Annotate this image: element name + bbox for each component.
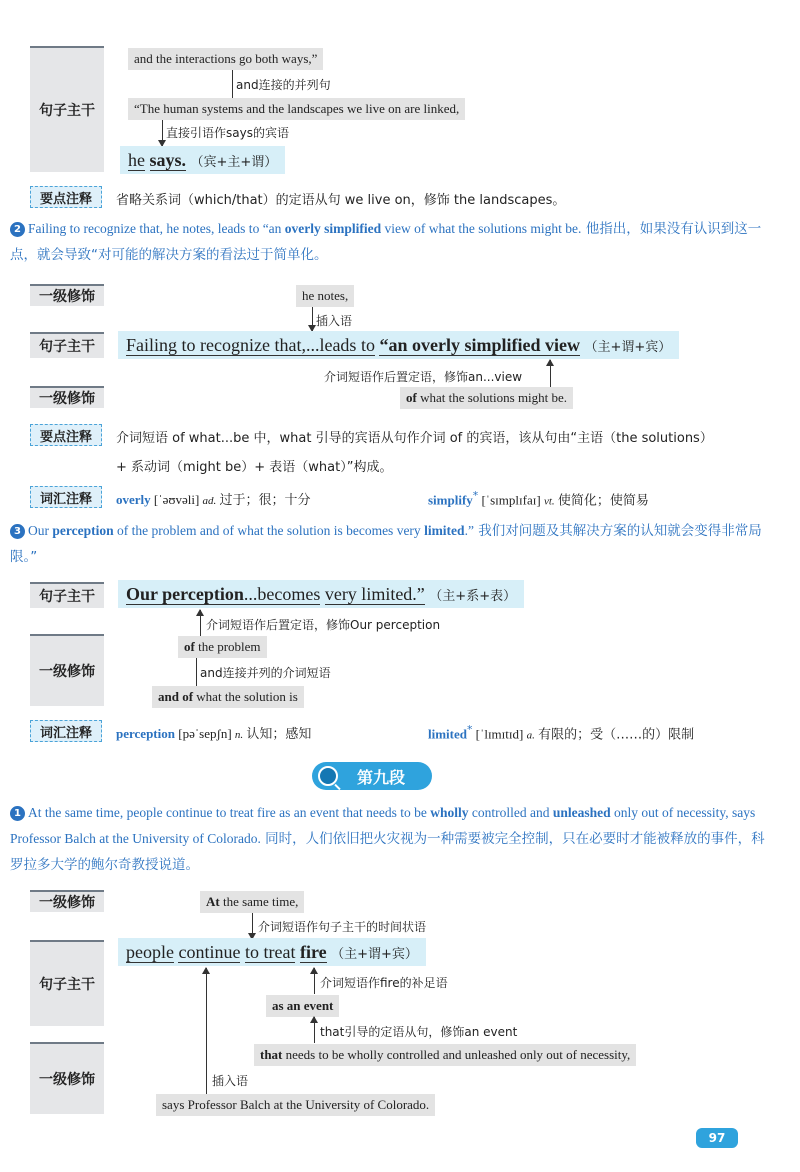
vocab-word: perception (116, 726, 175, 741)
magnifier-icon (318, 766, 338, 786)
main-object: “an overly simplified view (379, 335, 580, 355)
key-note-s1: 省略关系词（which/that）的定语从句 we live on，修饰 the landscapes。 (116, 193, 566, 208)
sentence-3 (10, 518, 770, 570)
arrow-up (314, 968, 315, 994)
vocab-pos: a. (526, 729, 535, 742)
clause-box-that (254, 1044, 636, 1066)
arrow-up (200, 610, 201, 636)
sentence-text: Our (28, 523, 53, 538)
section-title: 第九段 (356, 767, 405, 787)
box-bold: of (406, 390, 417, 405)
sentence-highlight-word: overly simplified (284, 221, 382, 236)
sentence-text: .” (464, 523, 474, 538)
clause-box-time (200, 891, 304, 913)
grammar-pattern: （宾+主+谓） (190, 155, 278, 170)
main-verb: ...leads to (305, 335, 375, 355)
section-title-pill (312, 762, 432, 790)
clause-box-and: and the interactions go both ways,” (128, 48, 323, 70)
clause-box-he-notes: he notes, (296, 285, 354, 307)
connector-line (232, 70, 233, 98)
box-text: what the solution is (193, 689, 298, 704)
vocab-entry-simplify (428, 489, 649, 508)
main-subject: Our perception (126, 584, 244, 604)
vocab-word: overly (116, 492, 151, 507)
vocab-entry-overly (116, 489, 311, 508)
vocab-meaning: 过于；很；十分 (219, 493, 311, 508)
label-core: 句子主干 (30, 582, 104, 608)
tag-vocab: 词汇注释 (30, 720, 102, 742)
box-text: needs to be wholly controlled and unleashed only out of necessity, (282, 1047, 631, 1062)
vocab-ipa: [pəˈsepʃn] (178, 726, 232, 741)
main-clause-p9 (118, 938, 426, 966)
note-direct-quote: 直接引语作says的宾语 (166, 126, 289, 140)
sentence-number: 1 (10, 806, 25, 821)
vocab-ipa: [ˈlɪmɪtɪd] (475, 726, 524, 742)
box-bold: of (184, 639, 195, 654)
main-word-says: says. (149, 150, 187, 170)
main-clause-s1 (120, 146, 285, 174)
arrow-up (206, 968, 207, 1094)
box-text: the same time, (219, 894, 299, 909)
tag-key-points: 要点注释 (30, 186, 102, 208)
label-core: 句子主干 (30, 940, 104, 1026)
sentence-text: only out of necessity, says Professor Balch at the University of Colorado. (10, 805, 756, 846)
main-predicative: very limited.” (324, 584, 425, 604)
main-verb-inf: to treat (244, 942, 296, 962)
arrow-down (162, 120, 163, 146)
sentence-text: Failing to recognize that, he notes, leads to “an (28, 221, 285, 236)
box-bold: At (206, 894, 220, 909)
key-note-s2-line1: 介词短语 of what...be 中，what 引导的宾语从句作介词 of 的宾语，该从句由“主语（the solutions） (116, 431, 713, 446)
box-bold: and of (158, 689, 194, 704)
sentence-p9-1 (10, 800, 770, 878)
page-number: 97 (696, 1128, 738, 1148)
sentence-highlight-word: perception (52, 523, 114, 538)
vocab-meaning: 使简化；使简易 (557, 493, 649, 509)
note-complement: 介词短语作fire的补足语 (320, 976, 448, 990)
arrow-up (314, 1017, 315, 1043)
main-object: fire (299, 942, 327, 962)
tag-key-points: 要点注释 (30, 424, 102, 446)
sentence-translation: 我们对问题及其解决方案的认知就会变得非常局限。” (10, 523, 762, 565)
box-bold: that (260, 1047, 283, 1062)
arrow-up (550, 360, 551, 388)
star-icon: * (472, 489, 479, 502)
grammar-pattern: （主+谓+宾） (584, 340, 672, 355)
label-core: 句子主干 (30, 332, 104, 358)
note-and-clause: and连接的并列句 (236, 78, 331, 92)
vocab-ipa: [ˈsɪmplɪfaɪ] (481, 492, 541, 508)
note-time-adverbial: 介词短语作句子主干的时间状语 (258, 920, 427, 934)
vocab-word: limited (428, 726, 467, 742)
label-level1: 一级修饰 (30, 890, 104, 912)
sentence-highlight-word: unleashed (552, 805, 611, 820)
main-verb: ...becomes (243, 584, 321, 604)
sentence-text: At the same time, people continue to treat fire as an event that needs to be (28, 805, 431, 820)
vocab-pos: vt. (543, 495, 555, 508)
arrow-down (312, 307, 313, 331)
label-level1: 一级修饰 (30, 1042, 104, 1114)
sentence-2 (10, 216, 770, 268)
vocab-pos: n. (234, 729, 244, 741)
sentence-translation: 他指出，如果没有认识到这一点，就会导致“对可能的解决方案的看法过于简单化。 (10, 221, 762, 263)
clause-box-says: says Professor Balch at the University of Colorado. (156, 1094, 435, 1116)
tag-vocab: 词汇注释 (30, 486, 102, 508)
label-core: 句子主干 (30, 46, 104, 172)
sentence-number: 2 (10, 222, 25, 237)
clause-box-as-event: as an event (266, 995, 339, 1017)
note-insert: 插入语 (212, 1074, 249, 1088)
clause-box-and-of (152, 686, 304, 708)
note-that-clause: that引导的定语从句，修饰an event (320, 1025, 518, 1039)
sentence-text: of the problem and of what the solution is becomes very (113, 523, 425, 538)
note-and-prep: and连接并列的介词短语 (200, 666, 331, 680)
box-text: what the solutions might be. (416, 390, 568, 405)
vocab-meaning: 有限的；受（……的）限制 (538, 727, 695, 743)
note-insert: 插入语 (316, 314, 353, 328)
sentence-highlight-word: wholly (430, 805, 469, 820)
vocab-meaning: 认知；感知 (246, 727, 312, 742)
sentence-highlight-word: limited (424, 523, 465, 538)
clause-box-of (400, 387, 573, 409)
vocab-ipa: [ˈəʊvəli] (153, 492, 200, 507)
main-subject: Failing to recognize that, (126, 335, 306, 355)
label-level1: 一级修饰 (30, 386, 104, 408)
main-subject: people (126, 942, 174, 962)
vocab-entry-perception (116, 723, 311, 742)
main-word-he: he (128, 150, 145, 170)
sentence-translation: 同时，人们依旧把火灾视为一种需要被完全控制，只在必要时才能被释放的事件，科罗拉多大学的鲍尔奇教授说道。 (10, 831, 765, 873)
arrow-down (252, 913, 253, 939)
label-level1: 一级修饰 (30, 634, 104, 706)
main-clause-s3 (118, 580, 524, 608)
grammar-pattern: （主+谓+宾） (331, 947, 418, 962)
vocab-word: simplify (428, 492, 473, 508)
connector-line (196, 658, 197, 686)
sentence-text: view of what the solutions might be. (381, 221, 582, 236)
key-note-s2-line2: + 系动词（might be）+ 表语（what）”构成。 (116, 460, 393, 475)
grammar-pattern: （主+系+表） (429, 589, 517, 604)
main-verb: continue (178, 942, 241, 962)
clause-box-quote: “The human systems and the landscapes we live on are linked, (128, 98, 465, 120)
vocab-entry-limited (428, 723, 694, 742)
vocab-pos: ad. (202, 495, 217, 507)
sentence-number: 3 (10, 524, 25, 539)
main-clause-s2 (118, 331, 679, 359)
sentence-text: controlled and (468, 805, 553, 820)
label-level1: 一级修饰 (30, 284, 104, 306)
note-prep-phrase: 介词短语作后置定语，修饰Our perception (206, 618, 441, 632)
note-prep-phrase: 介词短语作后置定语，修饰an...view (324, 370, 523, 384)
clause-box-of-problem (178, 636, 267, 658)
box-text: the problem (194, 639, 261, 654)
star-icon: * (467, 723, 473, 736)
